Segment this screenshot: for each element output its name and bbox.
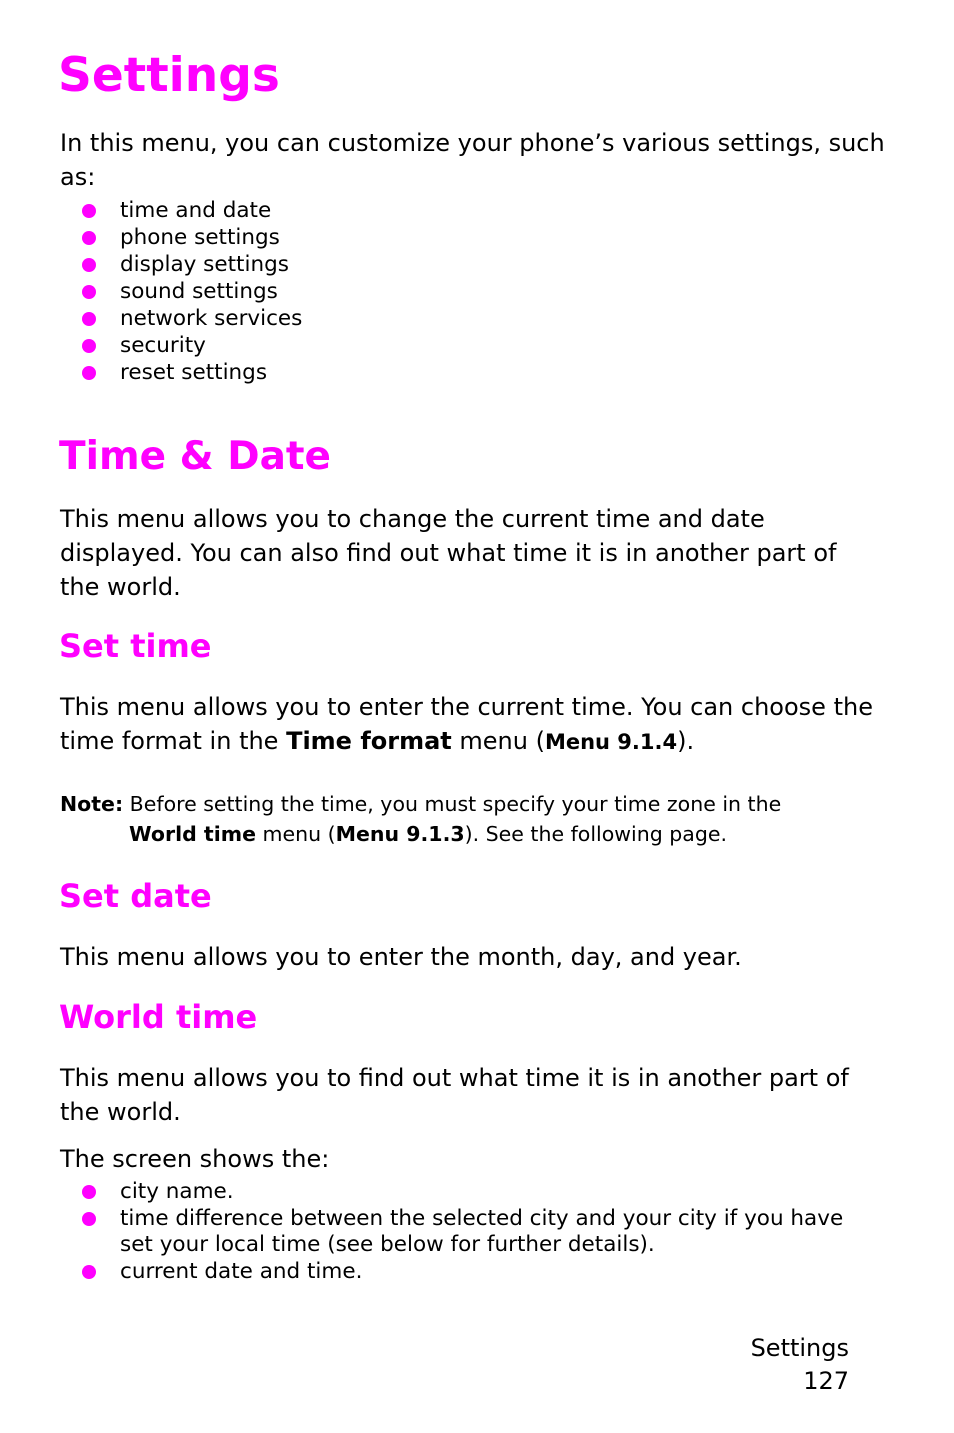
list-item: security	[60, 333, 302, 359]
page-number: 127	[803, 1367, 849, 1395]
note-label: Note:	[60, 792, 124, 816]
footer-section-name: Settings	[750, 1334, 849, 1362]
bullet-icon	[82, 1265, 96, 1279]
list-item: phone settings	[60, 225, 302, 251]
time-date-heading: Time & Date	[59, 434, 332, 479]
set-time-heading: Set time	[59, 627, 212, 665]
list-item: sound settings	[60, 279, 302, 305]
bullet-icon	[82, 285, 96, 299]
list-item: display settings	[60, 252, 302, 278]
list-item: current date and time.	[60, 1259, 860, 1285]
settings-list	[60, 198, 302, 387]
set-time-paragraph: This menu allows you to enter the current time. You can choose the time format in the Time format menu (Menu 9.1.4).	[60, 693, 873, 755]
world-time-heading: World time	[59, 998, 258, 1036]
bullet-icon	[82, 204, 96, 218]
bullet-icon	[82, 1212, 96, 1226]
set-date-paragraph: This menu allows you to enter the month, day, and year.	[60, 943, 742, 971]
list-item: city name.	[60, 1179, 860, 1205]
intro-paragraph: In this menu, you can customize your phone’s various settings, such as:	[60, 129, 885, 191]
bullet-icon	[82, 339, 96, 353]
list-item: reset settings	[60, 360, 302, 386]
menu-9-1-4-ref: Menu 9.1.4	[544, 730, 678, 754]
bullet-icon	[82, 312, 96, 326]
menu-9-1-3-ref: Menu 9.1.3	[335, 822, 465, 846]
time-format-menu-ref: Time format	[286, 727, 452, 755]
bullet-icon	[82, 1185, 96, 1199]
screen-shows-text: The screen shows the:	[60, 1145, 330, 1173]
time-date-paragraph: This menu allows you to change the current time and date displayed. You can also find out what time it is in another part of the world.	[60, 505, 837, 601]
note-block: Note: Before setting the time, you must specify your time zone in the World time menu (Menu 9.1.3). See the following page.	[60, 792, 782, 846]
list-item: time difference between the selected city and your city if you have set your local time (see below for further details).	[60, 1206, 860, 1258]
page-title: Settings	[58, 48, 280, 103]
page-footer	[751, 1332, 849, 1398]
bullet-icon	[82, 231, 96, 245]
bullet-icon	[82, 366, 96, 380]
bullet-icon	[82, 258, 96, 272]
set-date-heading: Set date	[59, 877, 212, 915]
list-item: network services	[60, 306, 302, 332]
world-time-menu-ref: World time	[129, 822, 257, 846]
world-time-paragraph: This menu allows you to find out what time it is in another part of the world.	[60, 1064, 849, 1126]
list-item: time and date	[60, 198, 302, 224]
world-time-list	[60, 1179, 860, 1286]
